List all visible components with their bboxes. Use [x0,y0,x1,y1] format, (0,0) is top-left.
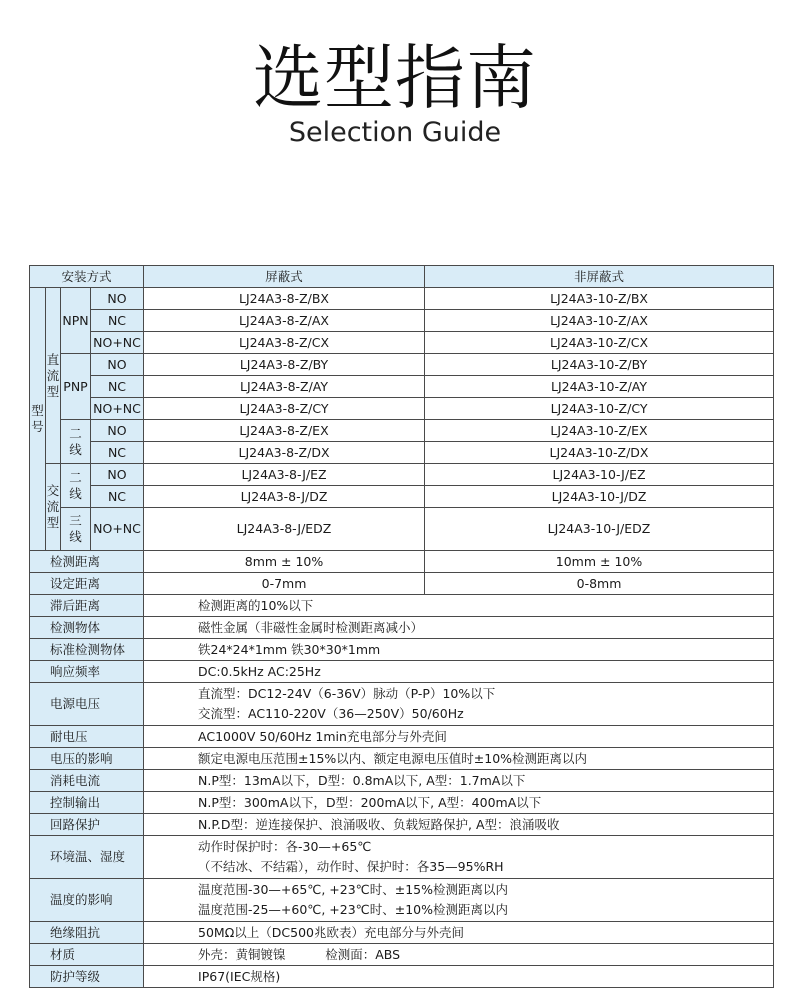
output-type: NC [91,376,144,398]
spec-label: 设定距离 [30,573,144,595]
dc-type-label: 直 流 型 [46,288,61,464]
table-row [30,464,774,486]
spec-value: 铁24*24*1mm 铁30*30*1mm [144,639,774,661]
spec-value [144,879,774,922]
table-row [30,354,774,376]
spec-label: 响应频率 [30,661,144,683]
unshielded-header: 非屏蔽式 [425,266,774,288]
table-row [30,726,774,748]
shielded-model: LJ24A3-8-Z/CX [144,332,425,354]
spec-label: 检测物体 [30,617,144,639]
spec-value: AC1000V 50/60Hz 1min充电部分与外壳间 [144,726,774,748]
shielded-model: LJ24A3-8-Z/DX [144,442,425,464]
spec-label: 标准检测物体 [30,639,144,661]
spec-value-shielded: 8mm ± 10% [144,551,425,573]
spec-label: 电压的影响 [30,748,144,770]
table-row [30,770,774,792]
selection-guide-table [29,265,774,988]
shielded-model: LJ24A3-8-J/DZ [144,486,425,508]
table-row [30,617,774,639]
spec-line: （不结冰、不结霜），动作时、保护时：各35—95%RH [198,859,504,874]
unshielded-model: LJ24A3-10-Z/BX [425,288,774,310]
table-row [30,332,774,354]
spec-label: 电源电压 [30,683,144,726]
spec-value: 磁性金属（非磁性金属时检测距离减小） [144,617,774,639]
shielded-model: LJ24A3-8-Z/BX [144,288,425,310]
spec-label: 控制输出 [30,792,144,814]
npn-label: NPN [61,288,91,354]
shielded-model: LJ24A3-8-Z/AY [144,376,425,398]
table-row [30,310,774,332]
spec-value: 50MΩ以上（DC500兆欧表）充电部分与外壳间 [144,922,774,944]
table-row [30,639,774,661]
spec-value-shielded: 0-7mm [144,573,425,595]
spec-line: 温度范围-30—+65℃, +23℃时、±15%检测距离以内 [198,882,508,897]
table-row [30,551,774,573]
unshielded-model: LJ24A3-10-Z/CY [425,398,774,420]
output-type: NC [91,310,144,332]
spec-value-unshielded: 10mm ± 10% [425,551,774,573]
output-type: NO+NC [91,398,144,420]
output-type: NO [91,420,144,442]
spec-value: N.P型：13mA以下，D型：0.8mA以下, A型：1.7mA以下 [144,770,774,792]
table-row [30,420,774,442]
spec-line: 动作时保护时：各-30—+65℃ [198,839,372,854]
output-type: NO [91,288,144,310]
spec-label: 消耗电流 [30,770,144,792]
table-header-row [30,266,774,288]
unshielded-model: LJ24A3-10-Z/BY [425,354,774,376]
table-row [30,376,774,398]
spec-value: IP67(IEC规格) [144,966,774,988]
table-row [30,442,774,464]
unshielded-model: LJ24A3-10-J/DZ [425,486,774,508]
spec-value: 外壳：黄铜镀镍 检测面：ABS [144,944,774,966]
spec-line: 温度范围-25—+60℃, +23℃时、±10%检测距离以内 [198,902,508,917]
output-type: NO+NC [91,332,144,354]
shielded-model: LJ24A3-8-J/EDZ [144,508,425,551]
table-row [30,966,774,988]
unshielded-model: LJ24A3-10-Z/DX [425,442,774,464]
shielded-model: LJ24A3-8-Z/CY [144,398,425,420]
table-row [30,879,774,922]
table-row [30,748,774,770]
table-row [30,814,774,836]
table-row [30,661,774,683]
spec-label: 材质 [30,944,144,966]
page-subtitle: Selection Guide [288,117,502,148]
table-row [30,595,774,617]
output-type: NO [91,464,144,486]
install-method-header: 安装方式 [30,266,144,288]
spec-value: N.P型：300mA以下，D型：200mA以下, A型：400mA以下 [144,792,774,814]
unshielded-model: LJ24A3-10-J/EZ [425,464,774,486]
spec-value [144,836,774,879]
table-row [30,792,774,814]
spec-value: N.P.D型：逆连接保护、浪涌吸收、负载短路保护, A型：浪涌吸收 [144,814,774,836]
spec-line: 直流型：DC12-24V（6-36V）脉动（P-P）10%以下 [198,686,496,701]
spec-value: DC:0.5kHz AC:25Hz [144,661,774,683]
shielded-model: LJ24A3-8-Z/EX [144,420,425,442]
table-row [30,922,774,944]
unshielded-model: LJ24A3-10-Z/CX [425,332,774,354]
pnp-label: PNP [61,354,91,420]
table-row [30,944,774,966]
table-row [30,573,774,595]
ac-two-wire-label: 二 线 [61,464,91,508]
table-row [30,508,774,551]
spec-label: 防护等级 [30,966,144,988]
spec-label: 耐电压 [30,726,144,748]
spec-value: 额定电源电压范围±15%以内、额定电源电压值时±10%检测距离以内 [144,748,774,770]
spec-value [144,683,774,726]
spec-label: 滞后距离 [30,595,144,617]
shielded-model: LJ24A3-8-J/EZ [144,464,425,486]
table-row [30,288,774,310]
output-type: NO+NC [91,508,144,551]
spec-label: 检测距离 [30,551,144,573]
page-title: 选型指南 [253,37,537,119]
ac-three-wire-label: 三 线 [61,508,91,551]
output-type: NO [91,354,144,376]
unshielded-model: LJ24A3-10-Z/AY [425,376,774,398]
shielded-model: LJ24A3-8-Z/BY [144,354,425,376]
output-type: NC [91,442,144,464]
shielded-model: LJ24A3-8-Z/AX [144,310,425,332]
unshielded-model: LJ24A3-10-Z/EX [425,420,774,442]
ac-type-label: 交 流 型 [46,464,61,551]
spec-label: 温度的影响 [30,879,144,922]
output-type: NC [91,486,144,508]
spec-value-unshielded: 0-8mm [425,573,774,595]
unshielded-model: LJ24A3-10-Z/AX [425,310,774,332]
model-label: 型 号 [30,288,46,551]
table-row [30,398,774,420]
shielded-header: 屏蔽式 [144,266,425,288]
table-row [30,836,774,879]
unshielded-model: LJ24A3-10-J/EDZ [425,508,774,551]
spec-value: 检测距离的10%以下 [144,595,774,617]
dc-two-wire-label: 二 线 [61,420,91,464]
spec-label: 回路保护 [30,814,144,836]
table-row [30,486,774,508]
spec-label: 环境温、湿度 [30,836,144,879]
spec-line: 交流型：AC110-220V（36—250V）50/60Hz [198,706,464,721]
table-row [30,683,774,726]
spec-label: 绝缘阻抗 [30,922,144,944]
